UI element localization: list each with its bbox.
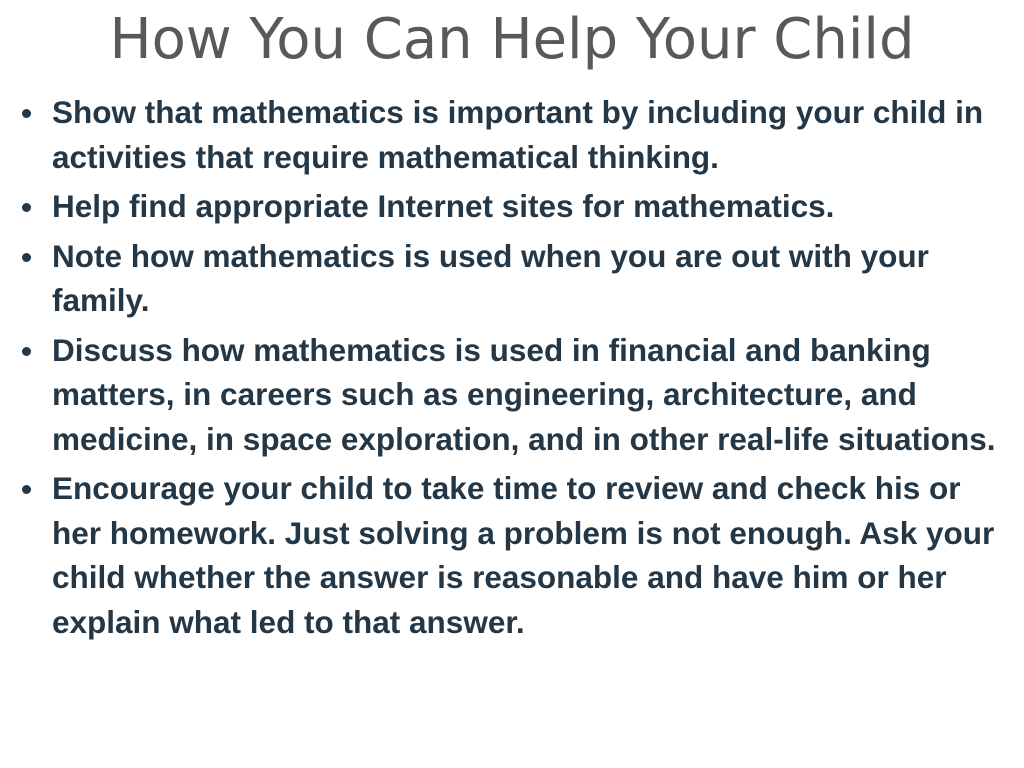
bullet-item [0,466,1024,644]
bullet-list [0,90,1024,649]
slide-title: How You Can Help Your Child [109,7,915,72]
bullet-text: Help find appropriate Internet sites for mathematics. [52,188,835,224]
bullet-dot-icon [22,485,31,494]
bullet-item [0,184,1024,229]
bullet-dot-icon [22,109,31,118]
bullet-dot-icon [22,347,31,356]
bullet-item [0,234,1024,323]
bullet-dot-icon [22,203,31,212]
bullet-text: Encourage your child to take time to review and check his or her homework. Just solving a problem is not enough. Ask your child whether the answer is reasonable and have him or her explain what led to that answer. [52,470,995,640]
bullet-item [0,328,1024,462]
bullet-dot-icon [22,253,31,262]
bullet-item [0,90,1024,179]
bullet-text: Discuss how mathematics is used in financial and banking matters, in careers such as engineering, architecture, and medicine, in space exploration, and in other real-life situations. [52,331,996,457]
bullet-text: Show that mathematics is important by including your child in activities that require mathematical thinking. [52,94,984,175]
bullet-text: Note how mathematics is used when you are out with your family. [52,237,929,318]
